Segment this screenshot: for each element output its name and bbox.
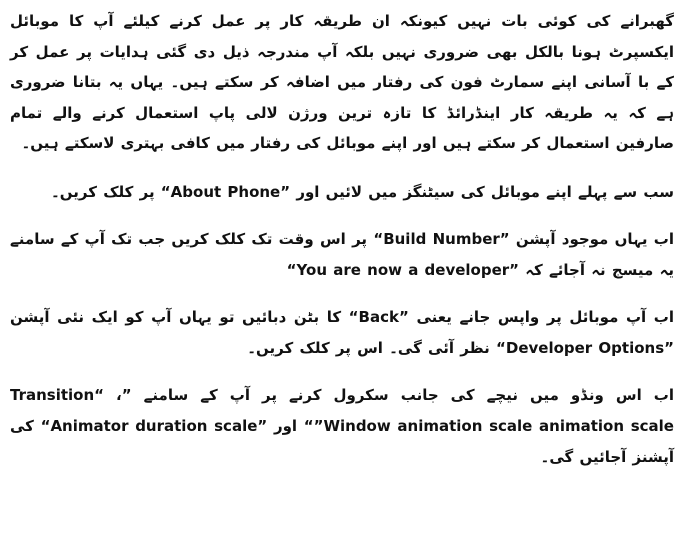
step-1-paragraph: سب سے پہلے اپنے موبائل کی سیٹنگز میں لائیں اور ”About Phone“ پر کلک کریں۔ [51,182,674,201]
intro-paragraph: گھبرانے کی کوئی بات نہیں کیونکہ ان طریقہ کار پر عمل کرنے کیلئے آپ کا موبائل ایکسپرٹ ہونا بالکل بھی ضروری نہیں بلکہ آپ مندرجہ ذیل دی گئی ہدایات پر عمل کر کے با آسانی اپنے سمارٹ فون کی رفتار میں اضافہ کر سکتے ہیں۔ یہاں یہ بتانا ضروری ہے کہ یہ طریقہ کار اینڈرائڈ کا تازہ ترین ورژن لالی پاپ استعمال کرنے والے تمام صارفین استعمال کر سکتے ہیں اور اپنے موبائل کی رفتار میں کافی بہتری لاسکتے ہیں۔ [10,12,674,152]
step-4-paragraph: اب اس ونڈو میں نیچے کی جانب سکرول کرنے پر آپ کے سامنے ”Transition“ ، ”Window animation scale animation scale“ اور ”Animator duration scale“ کی آپشنز آجائیں گی۔ [10,385,674,466]
step-2-paragraph: اب یہاں موجود آپشن ”Build Number“ پر اس وقت تک کلک کریں جب تک آپ کے سامنے یہ میسج نہ آجائے کہ ”You are now a developer“ [10,229,674,279]
step-3-paragraph: اب آپ موبائل پر واپس جانے یعنی ”Back“ کا بٹن دبائیں تو یہاں آپ کو ایک نئی آپشن ”Developer Options“ نظر آئی گی۔ اس پر کلک کریں۔ [10,307,674,357]
